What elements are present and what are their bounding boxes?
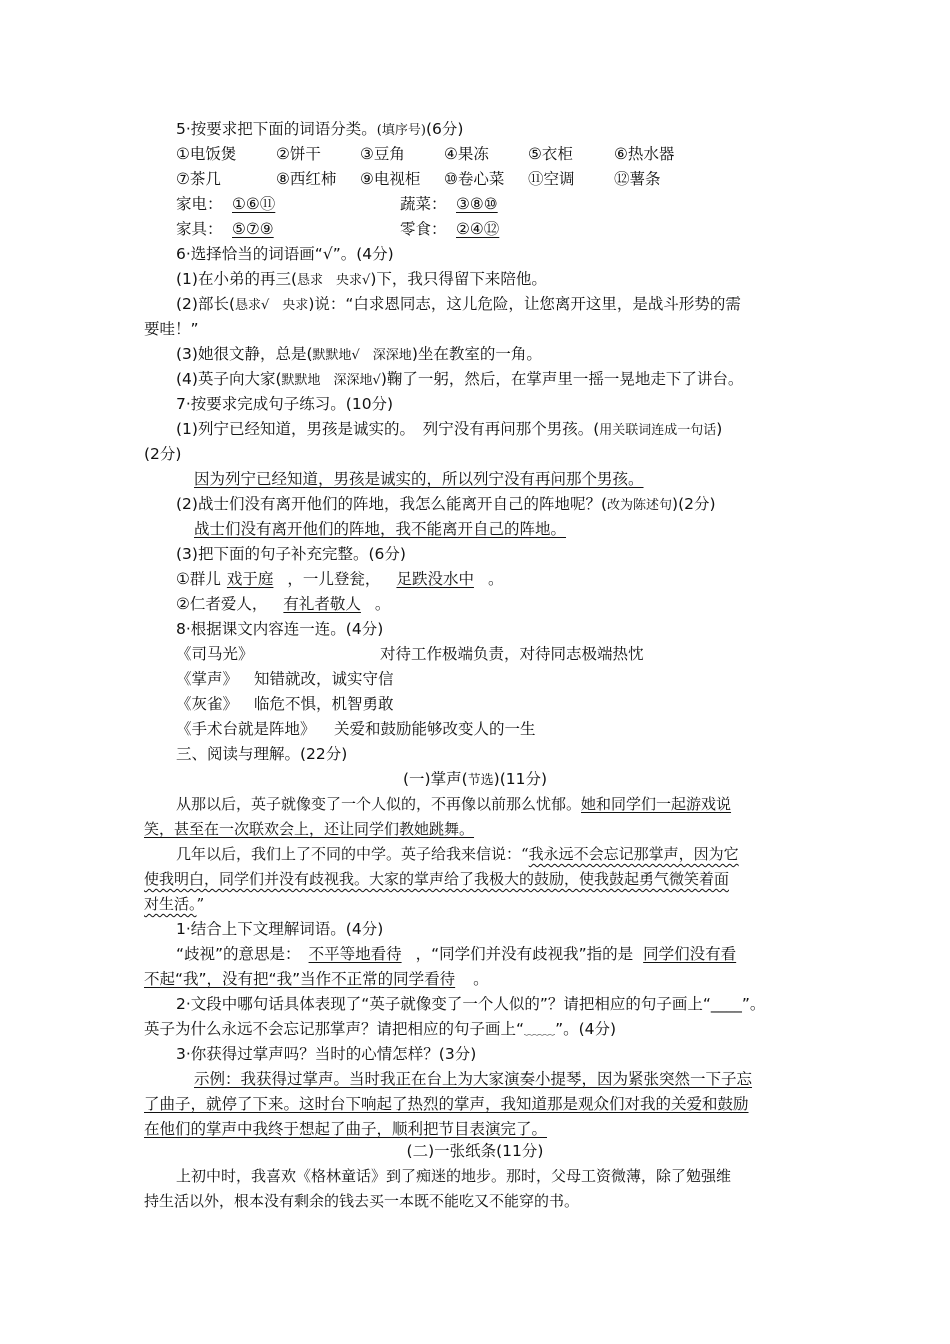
passage-1-p2-line-2 <box>144 868 729 890</box>
word-item: ⑥热水器 <box>614 145 675 163</box>
q7-part-3: (3)把下面的句子补充完整。(6分) <box>176 545 406 563</box>
passage-1-p2-line-1 <box>176 843 739 865</box>
sentence-text: ②仁者爱人， <box>176 595 268 613</box>
sentence-text: ) <box>716 420 723 438</box>
word-item: ⑧西红柿 <box>276 170 337 188</box>
sentence-text: (2)战士们没有离开他们的阵地，我怎么能离开自己的阵地呢？( <box>176 495 608 513</box>
wavy-mark: ﹏﹏ <box>524 1020 556 1038</box>
question-text: ”。(4分) <box>555 1020 617 1038</box>
sentence-text: )下，我只得留下来陪他。 <box>370 270 547 288</box>
q7-part-1 <box>176 418 722 442</box>
word-item: ⑦茶几 <box>176 170 221 188</box>
q8-row-2 <box>176 668 394 690</box>
q5-note: (填序号) <box>376 123 426 138</box>
answer-text: 有礼者敬人 <box>283 595 361 613</box>
q5-word-row-2 <box>176 168 661 190</box>
match-left: 《灰雀》 <box>176 695 239 713</box>
reading-q2-line-2 <box>144 1018 616 1040</box>
question-text: ，“同学们并没有歧视我”指的是 <box>415 945 634 963</box>
q7-part-1-score: (2分) <box>144 445 182 463</box>
sentence-text: )说：“白求恩同志，这儿危险，让您离开这里，是战斗形势的需 <box>308 295 741 313</box>
passage-2-line-1: 上初中时，我喜欢《格林童话》到了痴迷的地步。那时，父母工资微薄，除了勉强维 <box>176 1167 732 1185</box>
word-item: ③豆角 <box>360 145 405 163</box>
sentence-text: (4)英子向大家( <box>176 370 282 388</box>
sentence-text: (2)部长( <box>176 295 236 313</box>
reading-q1-answer-line-1 <box>176 943 736 965</box>
word-item: ⑫薯条 <box>614 170 661 188</box>
q6-sentence-1 <box>176 268 547 292</box>
q6-title: 6·选择恰当的词语画“√”。(4分) <box>176 245 394 263</box>
match-right: 对待工作极端负责，对待同志极端热忱 <box>380 645 644 663</box>
q7-part-2 <box>176 493 716 517</box>
q7-title: 7·按要求完成句子练习。(10分) <box>176 395 394 413</box>
passage-2-title: (二)一张纸条(11分) <box>406 1142 544 1160</box>
underlined-sentence: 笑，甚至在一次联欢会上，还让同学们教她跳舞。 <box>144 820 475 838</box>
answer-text: 同学们没有看 <box>643 945 737 963</box>
section-3-heading: 三、阅读与理解。(22分) <box>176 745 348 763</box>
match-right: 知错就改，诚实守信 <box>254 670 394 688</box>
instruction-note: 用关联词连成一句话 <box>599 423 717 438</box>
q6-sentence-2-cont: 要哇！” <box>144 320 199 338</box>
passage-1-title <box>0 768 950 792</box>
match-left: 《司马光》 <box>176 645 254 663</box>
reading-q2-line-1: 2·文段中哪句话具体表现了“英子就像变了一个人似的”？请把相应的句子画上“____”。 <box>176 995 766 1013</box>
category-label: 零食： <box>400 220 447 238</box>
word-options: 默默地√ 深深地 <box>312 348 412 363</box>
sentence-text: )坐在教室的一角。 <box>411 345 542 363</box>
word-item: ④果冻 <box>444 145 489 163</box>
reading-q3-answer-line-3 <box>144 1118 565 1140</box>
passage-text: ” <box>196 895 205 913</box>
q7-part-3-a <box>176 568 503 590</box>
reading-q3-answer-line-1 <box>176 1068 752 1090</box>
q8-row-1 <box>176 643 644 665</box>
sentence-text: (1)列宁已经知道，男孩是诚实的。 列宁没有再问那个男孩。( <box>176 420 600 438</box>
match-left: 《掌声》 <box>176 670 239 688</box>
answer-blank: ②④⑫ <box>456 220 500 238</box>
underlined-sentence: 她和同学们一起游戏说 <box>581 795 732 813</box>
passage-text: 几年以后，我们上了不同的中学。英子给我来信说：“ <box>176 845 529 863</box>
sentence-text: )(2分) <box>672 495 716 513</box>
wavy-sentence: 对生活。 <box>144 895 197 913</box>
q6-sentence-3 <box>176 343 542 367</box>
reading-q1-title: 1·结合上下文理解词语。(4分) <box>176 920 384 938</box>
q6-sentence-2 <box>176 293 741 317</box>
question-text: “歧视”的意思是： <box>176 945 301 963</box>
q8-row-4 <box>176 718 536 740</box>
q5-score: (6分) <box>425 120 464 138</box>
question-text: 英子为什么永远不会忘记那掌声？请把相应的句子画上“ <box>144 1020 525 1038</box>
answer-blank: ⑤⑦⑨ <box>232 220 274 238</box>
reading-q3-title: 3·你获得过掌声吗？当时的心情怎样？(3分) <box>176 1045 477 1063</box>
word-options: 默默地 深深地√ <box>281 373 381 388</box>
q5-category-row-1 <box>176 193 540 215</box>
q5-category-row-2 <box>176 218 540 240</box>
passage-text: 从那以后，英子就像变了一个人似的，不再像以前那么忧郁。 <box>176 795 582 813</box>
category-label: 蔬菜： <box>400 195 447 213</box>
reading-q3-answer-line-2 <box>144 1093 749 1115</box>
category-label: 家电： <box>176 195 223 213</box>
title-text: )(11分) <box>493 770 548 788</box>
sentence-text: (1)在小弟的再三( <box>176 270 298 288</box>
word-item: ②饼干 <box>276 145 321 163</box>
category-label: 家具： <box>176 220 223 238</box>
answer-text: 戏于庭 <box>226 570 274 588</box>
wavy-sentence: 我永远不会忘记那掌声，因为它 <box>528 845 739 863</box>
wavy-sentence: 使我明白，同学们并没有歧视我。大家的掌声给了我极大的鼓励，使我鼓起勇气微笑着面 <box>144 870 730 888</box>
answer-text: 不平等地看待 <box>308 945 402 963</box>
match-left: 《手术台就是阵地》 <box>176 720 316 738</box>
q5-word-row-1 <box>176 143 674 165</box>
word-item: ⑨电视柜 <box>360 170 421 188</box>
passage-2-line-2: 持生活以外，根本没有剩余的钱去买一本既不能吃又不能穿的书。 <box>144 1192 580 1210</box>
q5-title-text: 5·按要求把下面的词语分类。 <box>176 120 377 138</box>
word-options: 恳求 央求√ <box>297 273 371 288</box>
answer-text: 战士们没有离开他们的阵地，我不能离开自己的阵地。 <box>194 520 567 538</box>
word-options: 恳求√ 央求 <box>235 298 309 313</box>
word-item: ⑤衣柜 <box>528 145 573 163</box>
answer-text: 示例：我获得过掌声。当时我正在台上为大家演奏小提琴，因为紧张突然一下子忘 <box>194 1070 753 1088</box>
word-item: ①电饭煲 <box>176 145 237 163</box>
word-item: ⑩卷心菜 <box>444 170 505 188</box>
passage-1-p1-line-2 <box>144 818 474 840</box>
answer-text: 在他们的掌声中我终于想起了曲子，顺利把节目表演完了。 <box>144 1120 548 1138</box>
word-item: ⑪空调 <box>528 170 575 188</box>
q7-part-2-answer <box>176 518 584 540</box>
answer-text: 因为列宁已经知道，男孩是诚实的，所以列宁没有再问那个男孩。 <box>194 470 644 488</box>
answer-text: 足跌没水中 <box>396 570 474 588</box>
answer-text: 不起“我”，没有把“我”当作不正常的同学看待 <box>144 970 456 988</box>
answer-blank: ①⑥⑪ <box>232 195 276 213</box>
title-note: 节选 <box>467 773 494 788</box>
sentence-text: )鞠了一躬，然后，在掌声里一摇一晃地走下了讲台。 <box>380 370 744 388</box>
sentence-text: ，一儿登瓮， <box>287 570 381 588</box>
match-right: 临危不惧，机智勇敢 <box>254 695 394 713</box>
sentence-text: 。 <box>374 595 391 613</box>
q7-part-3-b <box>176 593 390 615</box>
q6-sentence-4 <box>176 368 743 392</box>
instruction-note: 改为陈述句 <box>607 498 673 513</box>
answer-blank: ③⑧⑩ <box>456 195 498 213</box>
q5-title <box>176 118 463 142</box>
passage-1-p2-line-3 <box>144 893 204 915</box>
sentence-text: 。 <box>487 570 504 588</box>
title-text: (一)掌声( <box>402 770 468 788</box>
sentence-text: ①群儿 <box>176 570 221 588</box>
match-right: 关爱和鼓励能够改变人的一生 <box>334 720 536 738</box>
question-text: 。 <box>473 970 489 988</box>
q8-title: 8·根据课文内容连一连。(4分) <box>176 620 384 638</box>
q7-part-1-answer <box>176 468 654 490</box>
answer-text: 了曲子，就停了下来。这时台下响起了热烈的掌声，我知道那是观众们对我的关爱和鼓励 <box>144 1095 749 1113</box>
passage-1-p1-line-1 <box>176 793 731 815</box>
reading-q1-answer-line-2 <box>144 968 489 990</box>
sentence-text: (3)她很文静，总是( <box>176 345 313 363</box>
q8-row-3 <box>176 693 394 715</box>
